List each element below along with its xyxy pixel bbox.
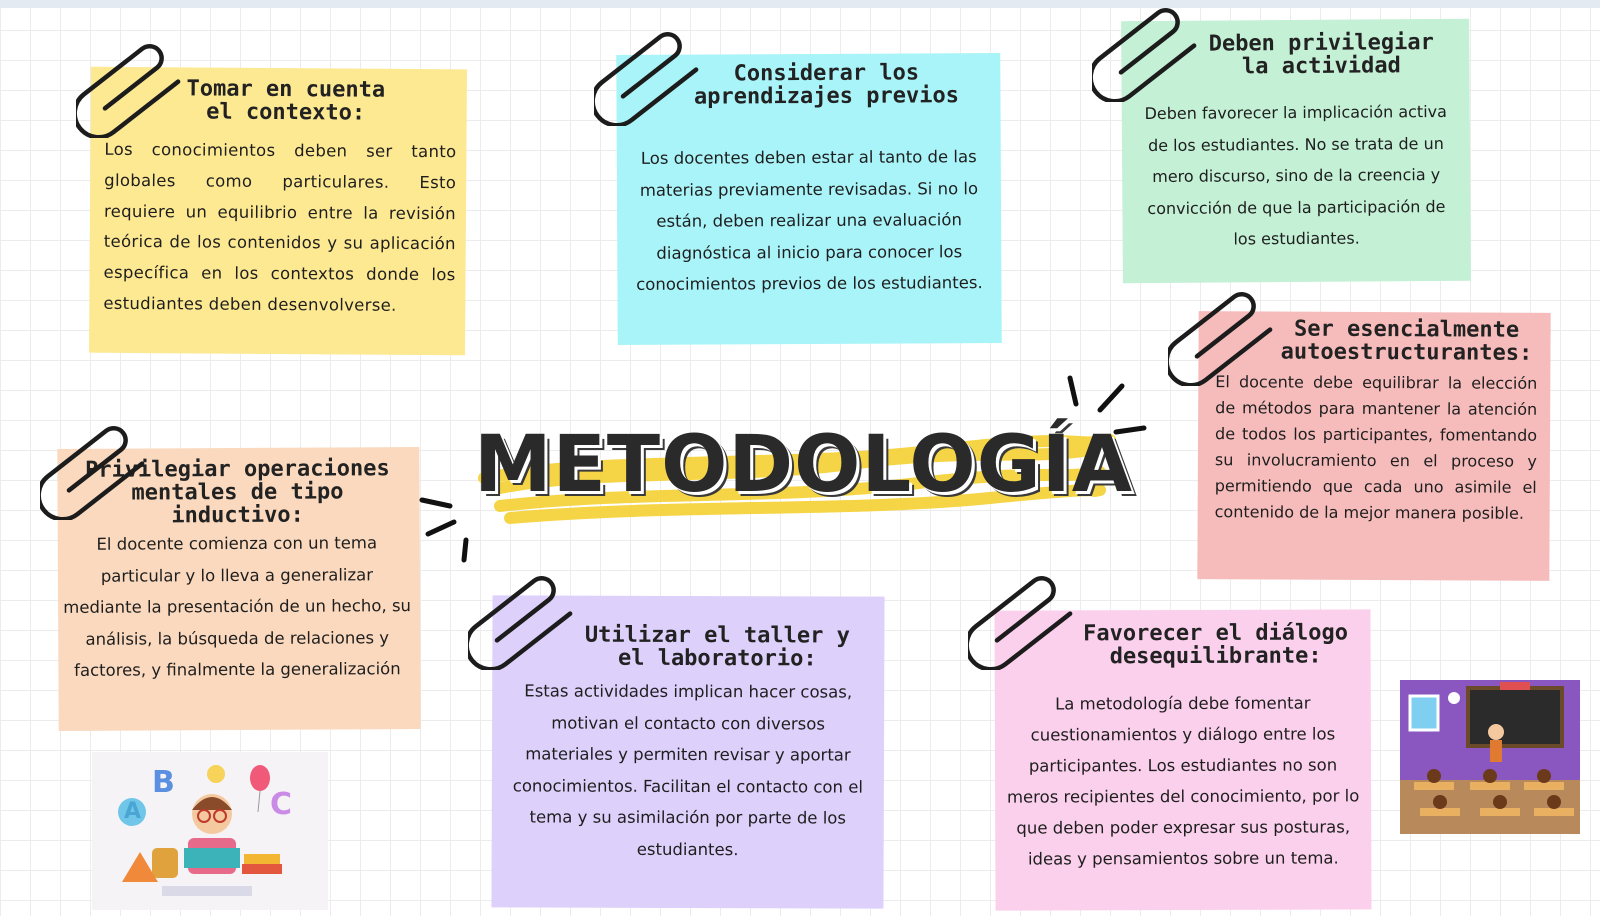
- note-title: Utilizar el taller y el laboratorio:: [584, 622, 850, 672]
- note-body: El docente debe equilibrar la elección de métodos para mantener la atención de todos los participantes, fomentando su involucramiento en el proceso y permitiendo que cada uno asimile el contenido de la mejor manera posible.: [1214, 372, 1538, 523]
- classroom-illustration: [1400, 680, 1580, 834]
- paperclip-icon: [76, 38, 186, 138]
- note-title: Tomar en cuenta el contexto:: [186, 76, 386, 126]
- paperclip-icon: [1168, 286, 1278, 386]
- note-title: Ser esencialmente autoestructurantes:: [1280, 316, 1533, 366]
- note-body: Deben favorecer la implicación activa de los estudiantes. No se trata de un mero discurso, sino de la creencia y convicción de que la participación de los estudiantes.: [1144, 101, 1447, 249]
- paperclip-icon: [968, 570, 1078, 670]
- note-body: El docente comienza con un tema particular y lo lleva a generalizar mediante la presentación de un hecho, su análisis, la búsqueda de relaciones y factores, y finalmente la generalización: [63, 533, 412, 680]
- svg-text:B: B: [152, 765, 175, 800]
- note-title: Deben privilegiar la actividad: [1208, 30, 1434, 80]
- svg-text:A: A: [124, 799, 142, 824]
- note-body: Estas actividades implican hacer cosas, motivan el contacto con diversos materiales y permiten revisar y aportar conocimientos. Facilitan el contacto con el tema y su asimilación por parte de los estudiantes.: [512, 681, 863, 859]
- note-title: Favorecer el diálogo desequilibrante:: [1083, 620, 1349, 670]
- top-bar: [0, 0, 1600, 8]
- paperclip-icon: [594, 26, 704, 126]
- note-body: Los docentes deben estar al tanto de las materias previamente revisadas. Si no lo están, deben realizar una evaluación diagnóstica al inicio para conocer los conocimientos previos de los estudiantes.: [636, 147, 983, 294]
- paperclip-icon: [1092, 2, 1202, 102]
- main-title: METODOLOGÍA: [474, 420, 1134, 510]
- note-body: Los conocimientos deben ser tanto globales como particulares. Esto requiere un equilibrio entre la revisión teórica de los contenidos y su aplicación específica en los contextos donde los estudiantes deben desenvolverse.: [103, 139, 457, 315]
- svg-text:C: C: [270, 787, 293, 822]
- paperclip-icon: [468, 570, 578, 670]
- paperclip-icon: [40, 420, 150, 520]
- note-title: Privilegiar operaciones mentales de tipo inductivo:: [84, 456, 390, 529]
- note-title: Considerar los aprendizajes previos: [693, 60, 959, 110]
- child-reading-illustration: [92, 752, 328, 910]
- note-body: La metodología debe fomentar cuestionamientos y diálogo entre los participantes. Los estudiantes no son meros recipientes del conocimiento, por lo que deben poder expresar sus posturas, ideas y pensamientos sobre un tema.: [1006, 693, 1360, 869]
